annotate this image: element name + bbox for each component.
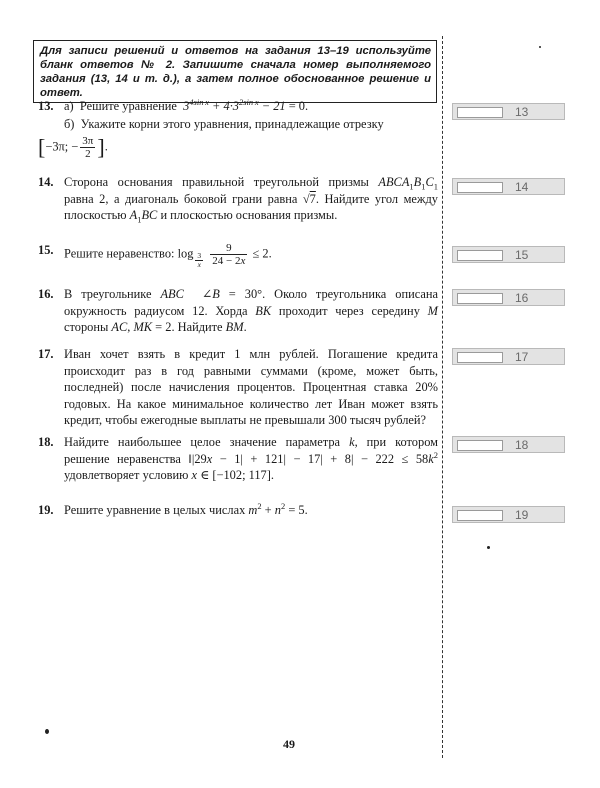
task-number: 17. <box>38 347 54 361</box>
speck-dot <box>539 46 541 48</box>
task-number: 13. <box>38 99 54 113</box>
task-13-interval: [−3π; − $\frac{3\pi}{2}$ ]. <box>38 134 108 160</box>
answer-box-label: 17 <box>515 350 529 364</box>
instruction-box <box>33 40 437 103</box>
answer-box-label: 19 <box>515 508 529 522</box>
answer-box-label: 14 <box>515 180 529 194</box>
answer-field[interactable] <box>457 352 503 363</box>
answer-field[interactable] <box>457 250 503 261</box>
task-13-part-b: б) Укажите корни этого уравнения, принадлежащие отрезку <box>64 116 384 131</box>
answer-box-label: 13 <box>515 105 529 119</box>
task-number: 14. <box>38 175 54 189</box>
answer-field[interactable] <box>457 182 503 193</box>
speck-dot <box>487 546 490 549</box>
answer-box-15[interactable] <box>452 246 565 263</box>
margin-divider <box>442 36 443 758</box>
task-number: 19. <box>38 503 54 517</box>
answer-box-label: 15 <box>515 248 529 262</box>
task-body: Иван хочет взять в кредит 1 млн рублей. Погашение кредита происходит раз в год равными суммами (кроме, может быть, последней) после начисления процентов. Процентная ставка 20% годовых. На какое минимальное количество лет Иван может взять кредит, чтобы ежегодные выплаты не превышали 300 тысяч рублей? <box>64 347 438 427</box>
task-number: 16. <box>38 287 54 301</box>
answer-box-16[interactable] <box>452 289 565 306</box>
speck-dot <box>45 729 49 734</box>
task-body: Решите уравнение в целых числах $m^2 + n^2 = 5$. <box>64 500 308 517</box>
answer-box-17[interactable] <box>452 348 565 365</box>
task-body: Решите неравенство: log $_{\frac{3}{x}}$ $\frac{9}{24 - 2x}$ ≤ 2. <box>64 242 272 269</box>
page-number: 49 <box>283 737 295 751</box>
answer-field[interactable] <box>457 440 503 451</box>
answer-field[interactable] <box>457 293 503 304</box>
answer-box-14[interactable] <box>452 178 565 195</box>
instruction-text: Для записи решений и ответов на задания 13–19 используйте бланк ответов № 2. Запишите сначала номер выполняемого задания (13, 14 и т. д.), а затем полное обоснованное решение и ответ. <box>40 45 431 99</box>
answer-box-13[interactable] <box>452 103 565 120</box>
task-number: 18. <box>38 435 54 449</box>
answer-box-label: 16 <box>515 291 529 305</box>
task-number: 15. <box>38 243 54 257</box>
answer-field[interactable] <box>457 107 503 118</box>
task-13-part-a: а) Решите уравнение $3^{4sin x} + 4\cdot 3^{2sin x} - 21 = 0$. <box>64 96 309 113</box>
answer-box-19[interactable] <box>452 506 565 523</box>
answer-box-18[interactable] <box>452 436 565 453</box>
answer-box-label: 18 <box>515 438 529 452</box>
answer-field[interactable] <box>457 510 503 521</box>
task-body: Найдите наибольшее целое значение параметра k, при котором решение неравенства ‖|29x − $1| + 121| - 17| + 8| - 222 \le 58k^2$ удовлетворяет условию x ∈ [−102; 117]. <box>64 435 438 482</box>
task-body: В треугольнике ABC ∠B = 30°. Около треугольника описана окружность радиусом 12. Хорда BK проходит через середину M стороны AC, MK = 2. Найдите BM. <box>64 287 439 334</box>
task-body: Сторона основания правильной треугольной призмы $ABCA_1B_1C_1$ равна 2, а диагональ боковой грани равна √7. Найдите угол между плоскостью $A_1BC$ и плоскостью основания призмы. <box>64 175 438 225</box>
